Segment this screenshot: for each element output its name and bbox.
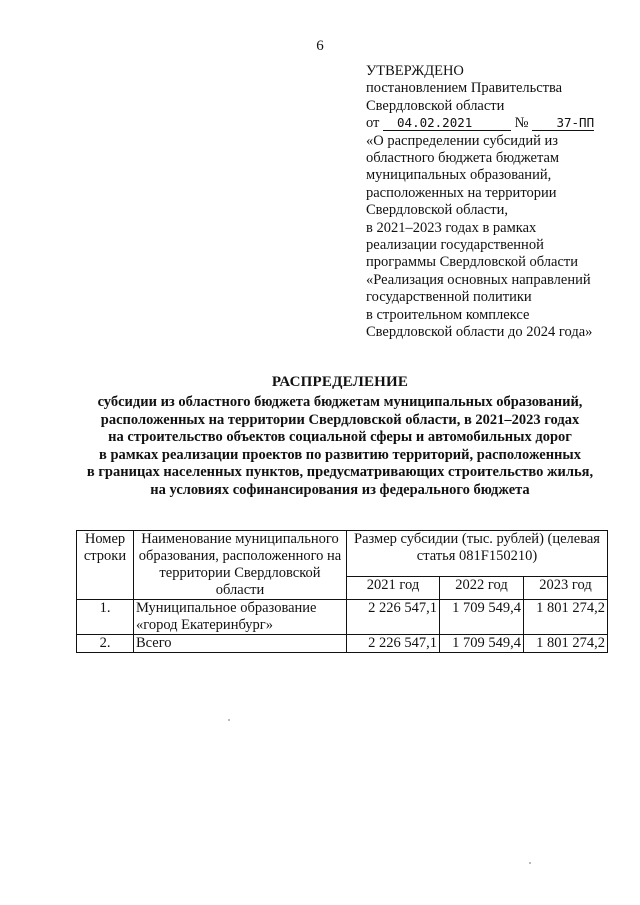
approval-title-line: Свердловской области, [366,202,509,219]
approval-line-1: постановлением Правительства [366,80,563,97]
table-header-row [77,531,608,577]
approval-date: 04.02.2021 [383,115,511,131]
value-2022: 1 709 549,4 [440,600,524,635]
number-prefix: № [514,115,529,132]
scan-speck [529,862,531,864]
approval-title-line: в 2021–2023 годах в рамках [366,219,537,236]
value-2023: 1 801 274,2 [524,600,608,635]
header-year-2022: 2022 год [440,576,524,599]
approval-title-line: муниципальных образований, [366,167,552,184]
scan-speck [228,719,230,721]
approval-title-line: в строительном комплексе [366,306,530,323]
header-row-number: Номер строки [77,531,134,600]
subtitle-line: на строительство объектов социальной сферы и автомобильных дорог [108,429,572,446]
approval-date-line [366,115,636,132]
table-row [77,600,608,635]
subtitle-line: расположенных на территории Свердловской области, в 2021–2023 годах [100,411,580,428]
value-2021: 2 226 547,1 [347,600,440,635]
row-number: 1. [77,600,134,635]
document-subtitle [60,394,620,500]
subtitle-line: субсидии из областного бюджета бюджетам муниципальных образований, [97,394,583,410]
approval-heading: УТВЕРЖДЕНО [366,63,464,79]
row-name: Муниципальное образование «город Екатеринбург» [134,600,347,635]
subsidy-table [76,530,608,653]
value-2023: 1 801 274,2 [524,635,608,653]
document-title-block [60,374,620,500]
approval-title-line: «О распределении субсидий из [366,132,558,149]
approval-title-line: программы Свердловской области [366,254,579,271]
row-number: 2. [77,635,134,653]
approval-title-line: государственной политики [366,289,532,306]
value-2022: 1 709 549,4 [440,635,524,653]
document-title: РАСПРЕДЕЛЕНИЕ [271,374,409,390]
approval-line-2: Свердловской области [366,97,505,114]
header-year-2023: 2023 год [524,576,608,599]
approval-title-line: Свердловской области до 2024 года» [366,324,593,341]
row-name: Всего [134,635,347,653]
subtitle-line: в границах населенных пунктов, предусматривающих строительство жилья, [86,464,594,481]
approval-title-line: расположенных на территории [366,184,557,201]
page-number: 6 [316,38,324,54]
approval-stamp [366,63,636,342]
value-2021: 2 226 547,1 [347,635,440,653]
table-row [77,635,608,653]
subtitle-line: на условиях софинансирования из федерального бюджета [150,481,530,498]
approval-title-line: реализации государственной [366,237,544,254]
subtitle-line: в рамках реализации проектов по развитию территорий, расположенных [99,446,581,463]
date-prefix: от [366,115,380,132]
approval-number: 37-ПП [532,115,594,131]
approval-title-line: «Реализация основных направлений [366,271,591,288]
approval-title-line: областного бюджета бюджетам [366,150,560,167]
header-municipality: Наименование муниципального образования, расположенного на территории Свердловской области [134,531,347,600]
header-subsidy-size: Размер субсидии (тыс. рублей) (целевая статья 081F150210) [347,531,608,577]
header-year-2021: 2021 год [347,576,440,599]
